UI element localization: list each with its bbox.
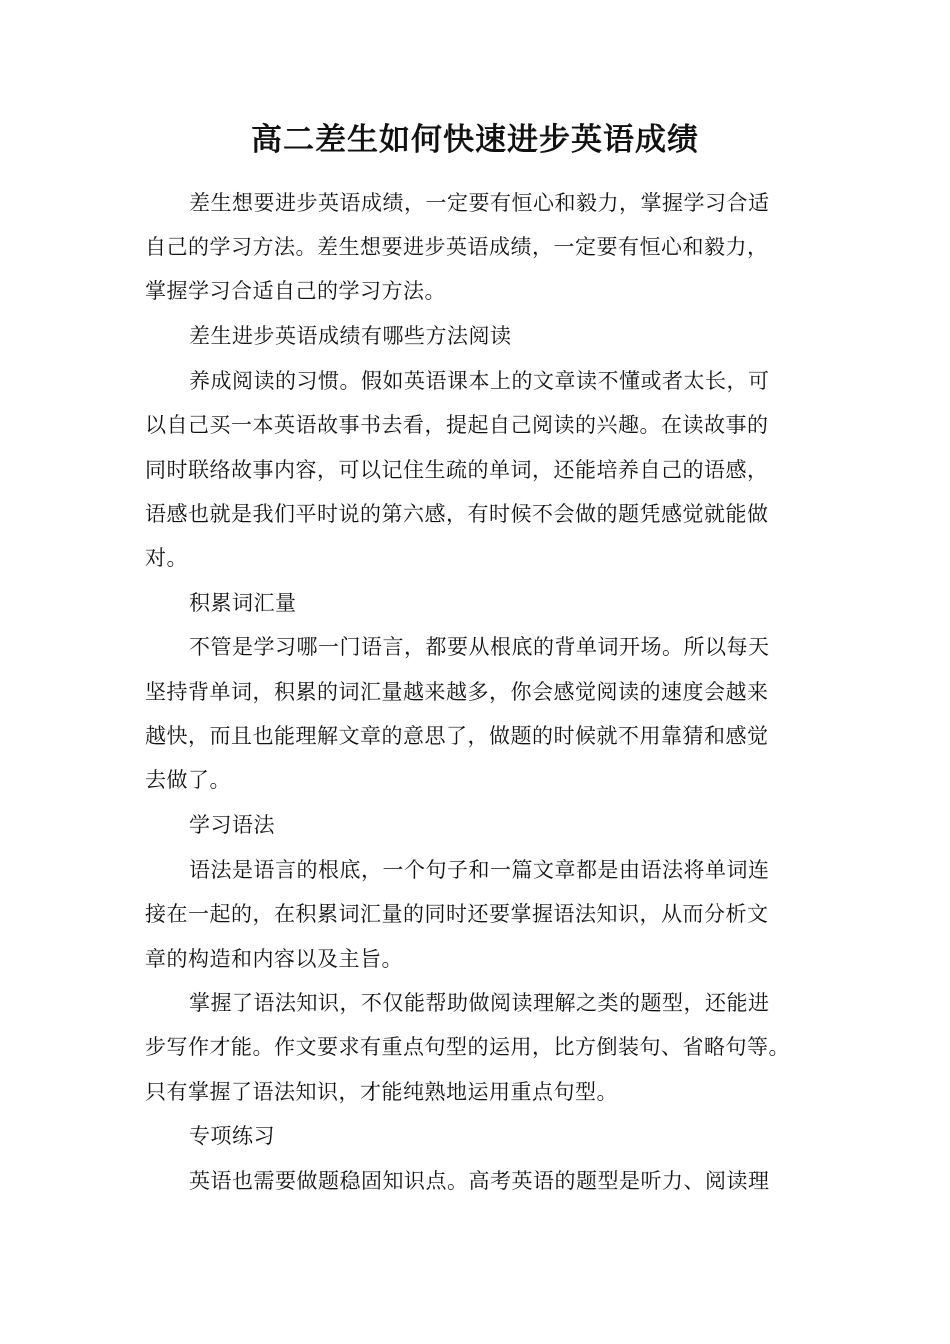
paragraph-line: 语感也就是我们平时说的第六感，有时候不会做的题凭感觉就能做 (145, 502, 769, 526)
paragraph-line: 章的构造和内容以及主旨。 (145, 947, 403, 971)
paragraph-line: 差生想要进步英语成绩，一定要有恒心和毅力，掌握学习合适 (189, 191, 770, 215)
paragraph-line: 越快，而且也能理解文章的意思了，做题的时候就不用靠猜和感觉 (145, 724, 769, 748)
section-heading: 差生进步英语成绩有哪些方法阅读 (189, 324, 512, 348)
document-title: 高二差生如何快速进步英语成绩 (251, 122, 699, 158)
paragraph-line: 英语也需要做题稳固知识点。高考英语的题型是听力、阅读理 (189, 1169, 770, 1193)
paragraph-line: 同时联络故事内容，可以记住生疏的单词，还能培养自己的语感， (145, 458, 769, 482)
paragraph-line: 掌握了语法知识，不仅能帮助做阅读理解之类的题型，还能进 (189, 991, 770, 1015)
paragraph-line: 坚持背单词，积累的词汇量越来越多，你会感觉阅读的速度会越来 (145, 680, 769, 704)
paragraph-line: 养成阅读的习惯。假如英语课本上的文章读不懂或者太长，可 (189, 369, 770, 393)
paragraph-line: 以自己买一本英语故事书去看，提起自己阅读的兴趣。在读故事的 (145, 413, 769, 437)
section-heading: 专项练习 (189, 1124, 275, 1148)
paragraph-line: 自己的学习方法。差生想要进步英语成绩，一定要有恒心和毅力， (145, 235, 769, 259)
paragraph-line: 掌握学习合适自己的学习方法。 (145, 279, 446, 303)
paragraph-line: 只有掌握了语法知识，才能纯熟地运用重点句型。 (145, 1080, 618, 1104)
paragraph-line: 去做了。 (145, 768, 231, 792)
paragraph-line: 语法是语言的根底，一个句子和一篇文章都是由语法将单词连 (189, 858, 770, 882)
section-heading: 学习语法 (189, 813, 275, 837)
section-heading: 积累词汇量 (189, 591, 297, 615)
paragraph-line: 不管是学习哪一门语言，都要从根底的背单词开场。所以每天 (189, 635, 770, 659)
paragraph-line: 对。 (145, 546, 188, 570)
paragraph-line: 接在一起的，在积累词汇量的同时还要掌握语法知识，从而分析文 (145, 902, 769, 926)
paragraph-line: 步写作才能。作文要求有重点句型的运用，比方倒装句、省略句等。 (145, 1035, 790, 1059)
